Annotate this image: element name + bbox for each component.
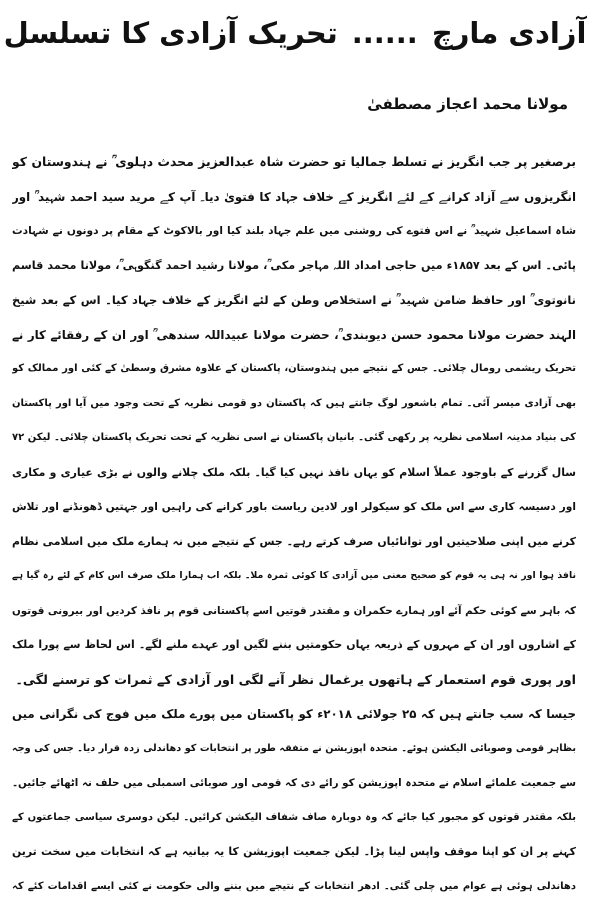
- title-part-1: آزادی مارچ: [431, 16, 587, 50]
- body-line: برصغیر پر جب انگریز نے تسلط جمالیا تو حضرت شاہ عبدالعزیز محدث دہلوی ؒ نے ہندوستان کو: [12, 154, 576, 169]
- body-line: اور دسیسہ کاری سے اس ملک کو سیکولر اور لادین ریاست باور کرانے کی راہیں اور جہتیں ڈھونڈنے اور تلاش: [12, 501, 576, 513]
- body-line: شاہ اسماعیل شہید ؒ نے اس فتوے کی روشنی میں علم جہاد بلند کیا اور بالاکوٹ کے مقام پر دونوں نے شہادت: [12, 225, 576, 237]
- body-line: جیسا کہ سب جانتے ہیں کہ ۲۵ جولائی ۲۰۱۸ء کو پاکستان میں پورے ملک میں فوج کی نگرانی میں: [12, 707, 576, 721]
- body-line: نانوتوی ؒ اور حافظ ضامن شہید ؒ نے استخلاص وطن کے لئے انگریز کے خلاف جہاد کیا۔ اس کے بعد شیخ: [12, 293, 576, 307]
- body-line: اور پوری قوم استعمار کے ہاتھوں یرغمال نظر آنے لگی اور آزادی کے ثمرات کو ترسنے لگی۔: [15, 671, 576, 687]
- body-line: بھی آزادی میسر آئی۔ تمام باشعور لوگ جانتے ہیں کہ پاکستان دو قومی نظریہ کے تحت وجود میں آیا اور پاکستان: [12, 397, 576, 409]
- body-line: کے اشاروں اور ان کے مہروں کے ذریعہ یہاں حکومتیں بننے لگیں اور عہدے ملنے لگے۔ اس لحاظ سے پورا ملک: [12, 638, 576, 651]
- body-line: کہ باہر سے کوئی حکم آئے اور ہمارے حکمران و مقتدر قوتیں اسے پاکستانی قوم پر نافذ کردیں اور بیرونی قوتوں: [12, 604, 576, 617]
- body-line: پائی۔ اس کے بعد ۱۸۵۷ء میں حاجی امداد اللہ مہاجر مکی ؒ، مولانا رشید احمد گنگوہی ؒ، مولانا محمد قاسم: [12, 258, 576, 272]
- body-line: سال گزرنے کے باوجود عملاً اسلام کو یہاں نافذ نہیں کیا گیا۔ بلکہ ملک چلانے والوں نے بڑی عیاری و مکاری: [12, 465, 576, 479]
- body-line: کی بنیاد مدینہ اسلامی نظریہ پر رکھی گئی۔ بانیان پاکستان نے اسی نظریہ کے تحت تحریک پاکستان چلائی۔ لیکن ۷۲: [12, 432, 576, 443]
- body-line: کرنے میں اپنی صلاحیتیں اور توانائیاں صرف کرتے رہے۔ جس کے نتیجے میں نہ ہمارے ملک میں اسلامی نظام: [12, 534, 576, 548]
- body-line: دھاندلی ہوئی ہے عوام میں چلی گئی۔ ادھر انتخابات کے نتیجے میں بننے والی حکومت نے کئی ایسے اقدامات کئے کہ: [12, 880, 576, 892]
- body-line: انگریزوں سے آزاد کرانے کے لئے انگریز کے خلاف جہاد کا فتویٰ دیا۔ آپ کے مرید سید احمد شہید ؒ اور: [12, 189, 576, 204]
- author-byline: مولانا محمد اعجاز مصطفیٰ: [367, 95, 568, 113]
- body-line: بظاہر قومی وصوبائی الیکشن ہوئے۔ متحدہ اپوزیشن نے متفقہ طور پر انتخابات کو دھاندلی زدہ قرار دیا۔ جس کی وجہ: [12, 742, 576, 754]
- title-part-2: تحریک آزادی کا تسلسل: [3, 16, 338, 50]
- body-line: کہنے پر ان کو اپنا موقف واپس لینا پڑا۔ لیکن جمعیت اپوزیشن کا یہ بیانیہ ہے کہ انتخابات میں سخت ترین: [12, 845, 576, 858]
- body-line: تحریک ریشمی رومال چلائی۔ جس کے نتیجے میں ہندوستان، پاکستان کے علاوہ مشرق وسطیٰ کے کئی اور ممالک کو: [12, 363, 576, 374]
- body-line: نافذ ہوا اور نہ ہی یہ قوم کو صحیح معنی میں آزادی کا کوئی ثمرہ ملا۔ بلکہ اب ہمارا ملک صرف اس کام کے لئے رہ گیا ہے: [12, 570, 576, 581]
- body-line: الہند حضرت مولانا محمود حسن دیوبندی ؒ، حضرت مولانا عبیداللہ سندھی ؒ اور ان کے رفقائے کار نے: [12, 327, 576, 342]
- title-separator: ......: [351, 16, 418, 50]
- body-line: سے جمعیت علمائے اسلام نے متحدہ اپوزیشن کو رائے دی کہ قومی اور صوبائی اسمبلی میں حلف نہ اٹھائے جائیں۔: [12, 777, 576, 789]
- body-line: بلکہ مقتدر قوتوں کو مجبور کیا جائے کہ وہ دوبارہ صاف شفاف الیکشن کرائیں۔ لیکن دوسری سیاسی جماعتوں کے: [12, 811, 576, 823]
- article-body: [12, 145, 576, 904]
- article-title: [0, 8, 590, 58]
